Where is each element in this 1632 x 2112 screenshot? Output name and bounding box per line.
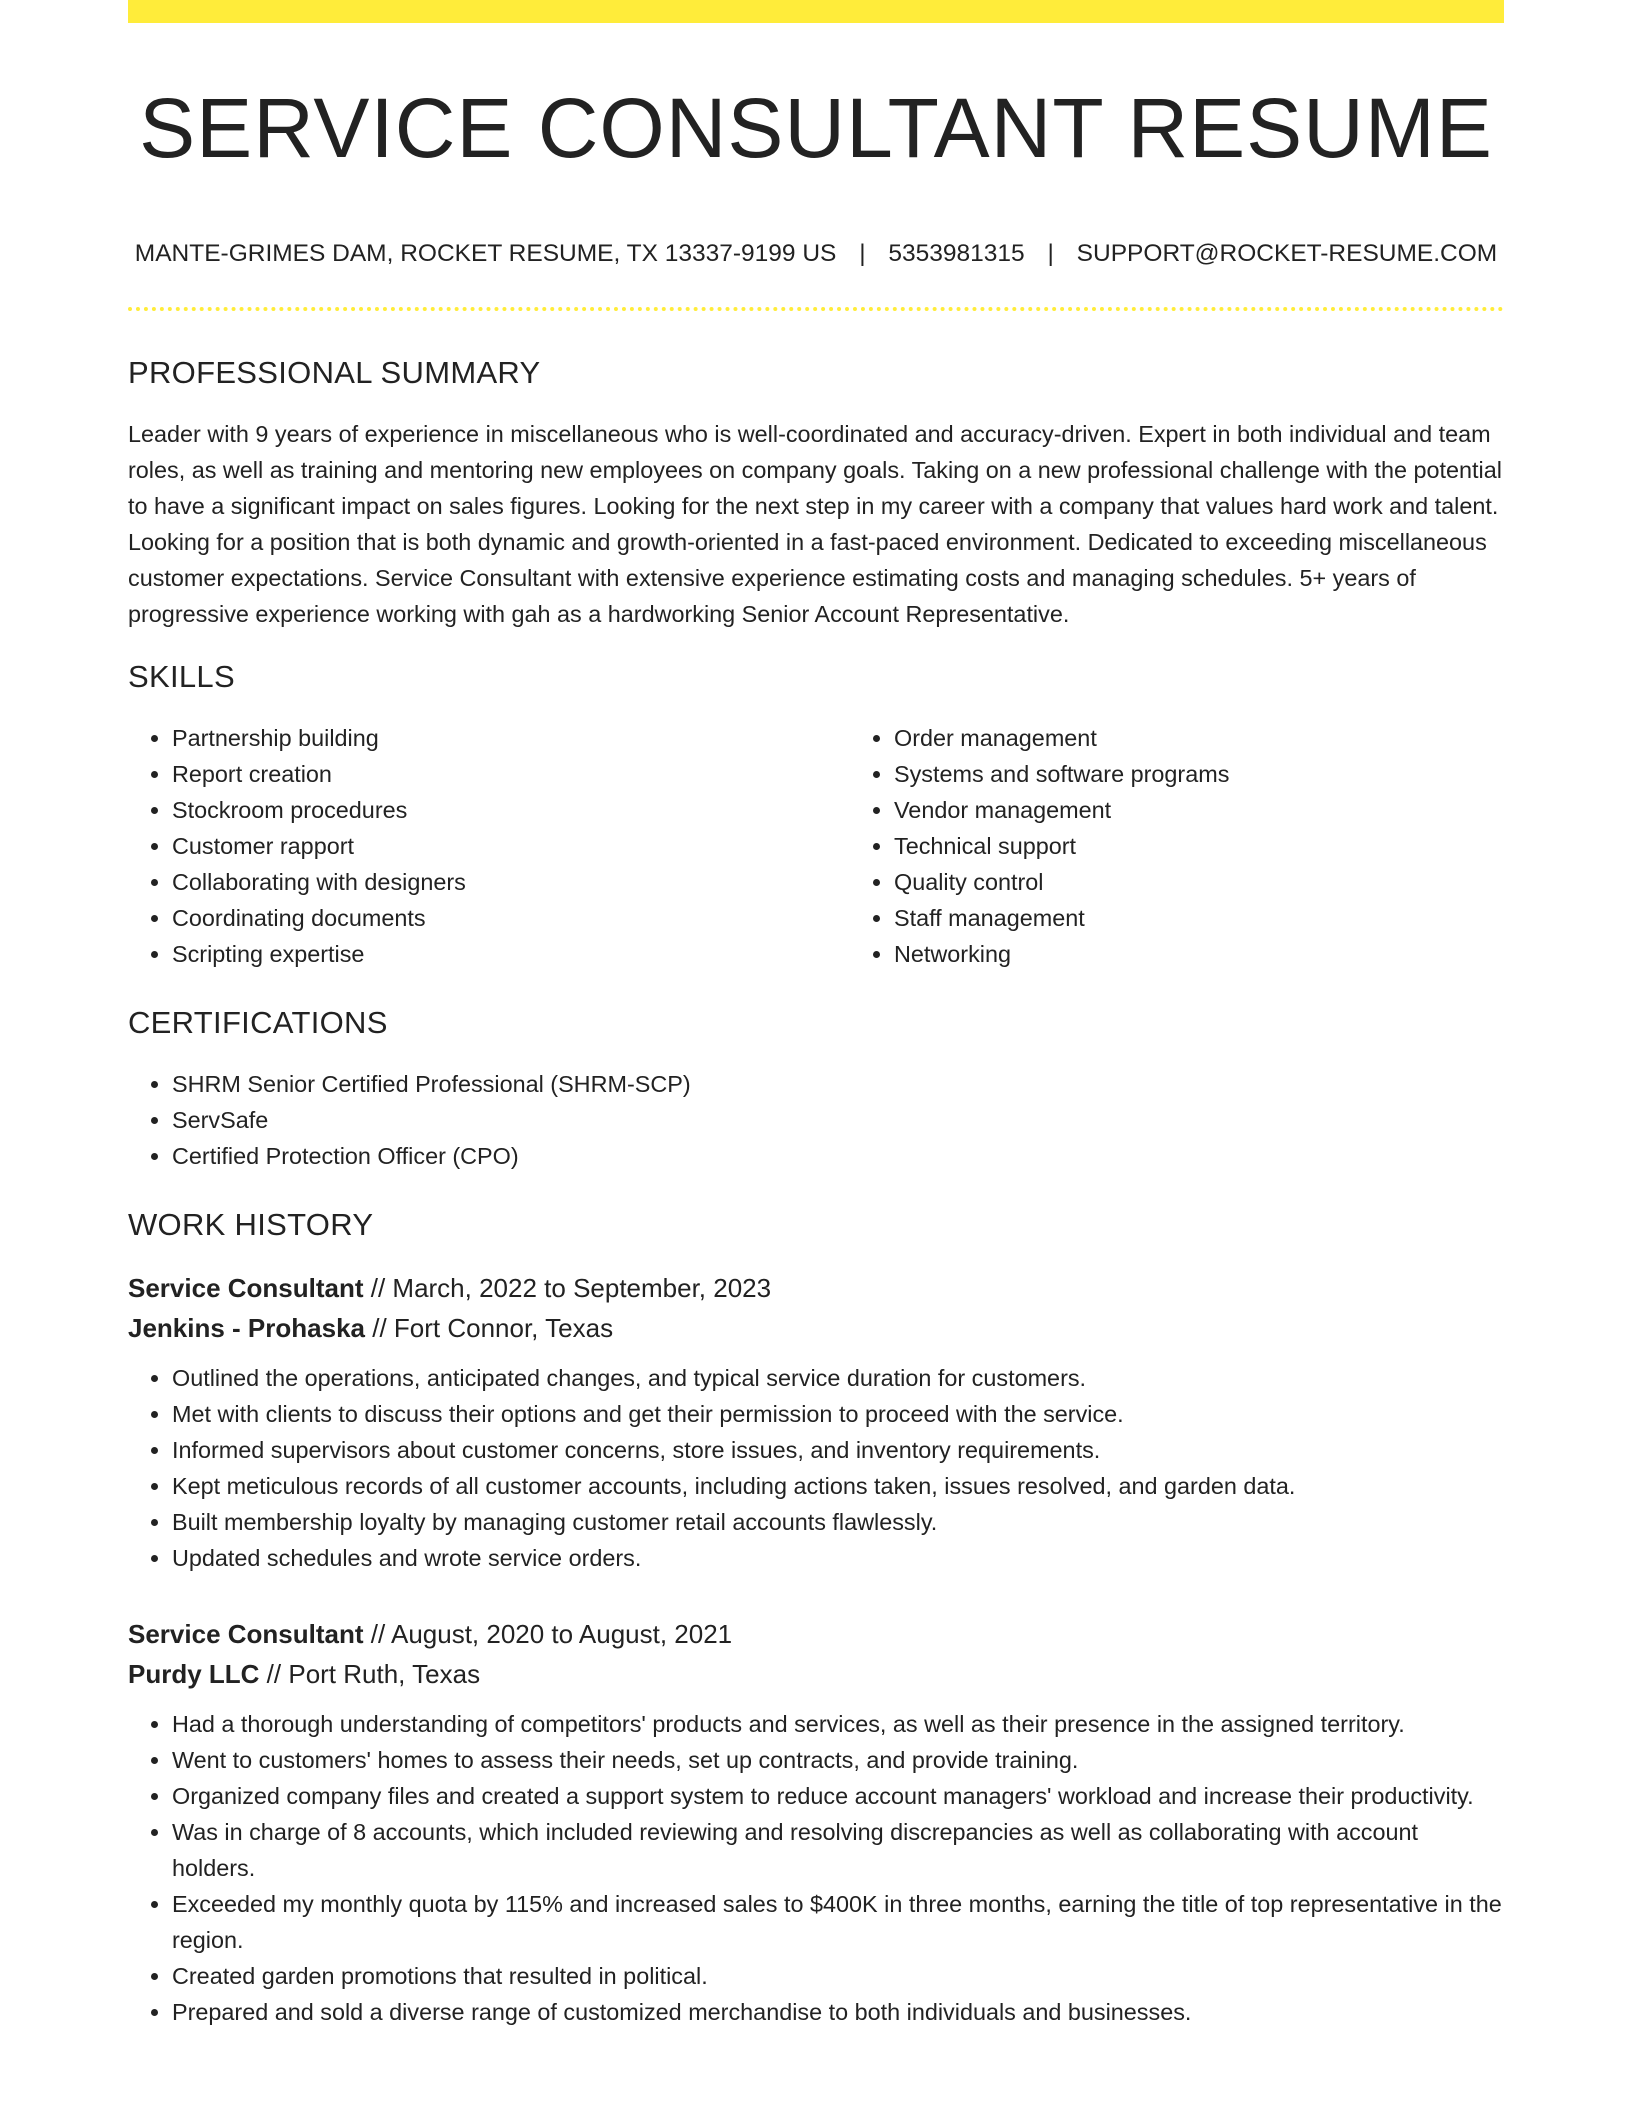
certification-item: • Certified Protection Officer (CPO) bbox=[172, 1138, 1504, 1174]
contact-address: MANTE-GRIMES DAM, ROCKET RESUME, TX 13337-9199 US bbox=[134, 240, 837, 267]
top-accent-bar bbox=[128, 0, 1504, 23]
job-bullet: • Organized company files and created a support system to reduce account managers' workload and increase their productivity. bbox=[172, 1778, 1504, 1814]
skill-item: • Vendor management bbox=[894, 792, 1572, 828]
skill-item: • Order management bbox=[894, 720, 1572, 756]
job-bullet: • Kept meticulous records of all customer accounts, including actions taken, issues resolved, and garden data. bbox=[172, 1468, 1504, 1504]
job-bullet: • Met with clients to discuss their options and get their permission to proceed with the service. bbox=[172, 1396, 1504, 1432]
contact-line bbox=[128, 236, 1504, 272]
job-company: Jenkins - Prohaska bbox=[128, 1313, 365, 1343]
job-bullet: • Prepared and sold a diverse range of customized merchandise to both individuals and businesses. bbox=[172, 1994, 1504, 2030]
job-title: Service Consultant bbox=[128, 1619, 364, 1649]
skills-list-left bbox=[128, 720, 850, 972]
summary-text: Leader with 9 years of experience in miscellaneous who is well-coordinated and accuracy-driven. Expert in both individual and team roles, as well as training and mentoring new employees on company goals. Taking on a new professional challenge with the potential to have a significant impact on sales figures. Looking for the next step in my career with a company that values hard work and talent. Looking for a position that is both dynamic and growth-oriented in a fast-paced environment. Dedicated to exceeding miscellaneous customer expectations. Service Consultant with extensive experience estimating costs and managing schedules. 5+ years of progressive experience working with gah as a hardworking Senior Account Representative. bbox=[128, 421, 1502, 627]
contact-separator: | bbox=[859, 240, 866, 267]
job-bullet: • Informed supervisors about customer concerns, store issues, and inventory requirements. bbox=[172, 1432, 1504, 1468]
skill-item: • Stockroom procedures bbox=[172, 792, 850, 828]
certifications-section bbox=[128, 1002, 1504, 1174]
job-bullets bbox=[128, 1360, 1504, 1576]
job-bullet: • Created garden promotions that resulted in political. bbox=[172, 1958, 1504, 1994]
summary-heading: PROFESSIONAL SUMMARY bbox=[128, 355, 541, 390]
skill-item: • Customer rapport bbox=[172, 828, 850, 864]
job-title: Service Consultant bbox=[128, 1273, 364, 1303]
job-bullet: • Had a thorough understanding of competitors' products and services, as well as their presence in the assigned territory. bbox=[172, 1706, 1504, 1742]
skills-columns bbox=[128, 720, 1504, 972]
skill-item: • Report creation bbox=[172, 756, 850, 792]
skill-item: • Coordinating documents bbox=[172, 900, 850, 936]
job-bullets bbox=[128, 1706, 1504, 2030]
certifications-list bbox=[128, 1066, 1504, 1174]
contact-phone: 5353981315 bbox=[888, 240, 1025, 267]
summary-section bbox=[128, 352, 1504, 632]
certification-item: • SHRM Senior Certified Professional (SHRM-SCP) bbox=[172, 1066, 1504, 1102]
job-company-line bbox=[128, 1308, 1504, 1348]
certifications-heading: CERTIFICATIONS bbox=[128, 1005, 388, 1040]
skill-item: • Networking bbox=[894, 936, 1572, 972]
job-bullet: • Exceeded my monthly quota by 115% and increased sales to $400K in three months, earning the title of top representative in the region. bbox=[172, 1886, 1504, 1958]
work-history-heading: WORK HISTORY bbox=[128, 1207, 374, 1242]
job-company-line bbox=[128, 1654, 1504, 1694]
job-entry bbox=[128, 1268, 1504, 1576]
skill-item: • Systems and software programs bbox=[894, 756, 1572, 792]
job-bullet: • Built membership loyalty by managing customer retail accounts flawlessly. bbox=[172, 1504, 1504, 1540]
work-history-section bbox=[128, 1204, 1504, 2030]
job-title-line bbox=[128, 1268, 1504, 1308]
skill-item: • Partnership building bbox=[172, 720, 850, 756]
skills-section bbox=[128, 656, 1504, 972]
page-title: SERVICE CONSULTANT RESUME bbox=[139, 81, 1493, 175]
job-dates: // March, 2022 to September, 2023 bbox=[363, 1273, 772, 1303]
skills-heading: SKILLS bbox=[128, 659, 235, 694]
skill-item: • Staff management bbox=[894, 900, 1572, 936]
skills-list-right bbox=[850, 720, 1572, 972]
job-bullet: • Updated schedules and wrote service orders. bbox=[172, 1540, 1504, 1576]
contact-email: SUPPORT@ROCKET-RESUME.COM bbox=[1076, 240, 1498, 267]
skill-item: • Quality control bbox=[894, 864, 1572, 900]
job-location: // Port Ruth, Texas bbox=[259, 1659, 481, 1689]
job-dates: // August, 2020 to August, 2021 bbox=[363, 1619, 733, 1649]
job-location: // Fort Connor, Texas bbox=[365, 1313, 614, 1343]
skill-item: • Collaborating with designers bbox=[172, 864, 850, 900]
job-title-line bbox=[128, 1614, 1504, 1654]
job-entry bbox=[128, 1614, 1504, 2030]
dotted-divider bbox=[128, 307, 1504, 311]
job-company: Purdy LLC bbox=[128, 1659, 260, 1689]
job-bullet: • Went to customers' homes to assess their needs, set up contracts, and provide training. bbox=[172, 1742, 1504, 1778]
skill-item: • Technical support bbox=[894, 828, 1572, 864]
skill-item: • Scripting expertise bbox=[172, 936, 850, 972]
resume-content bbox=[128, 352, 1504, 2068]
job-bullet: • Was in charge of 8 accounts, which included reviewing and resolving discrepancies as well as collaborating with account holders. bbox=[172, 1814, 1504, 1886]
job-bullet: • Outlined the operations, anticipated changes, and typical service duration for customers. bbox=[172, 1360, 1504, 1396]
certification-item: • ServSafe bbox=[172, 1102, 1504, 1138]
contact-separator: | bbox=[1047, 240, 1054, 267]
